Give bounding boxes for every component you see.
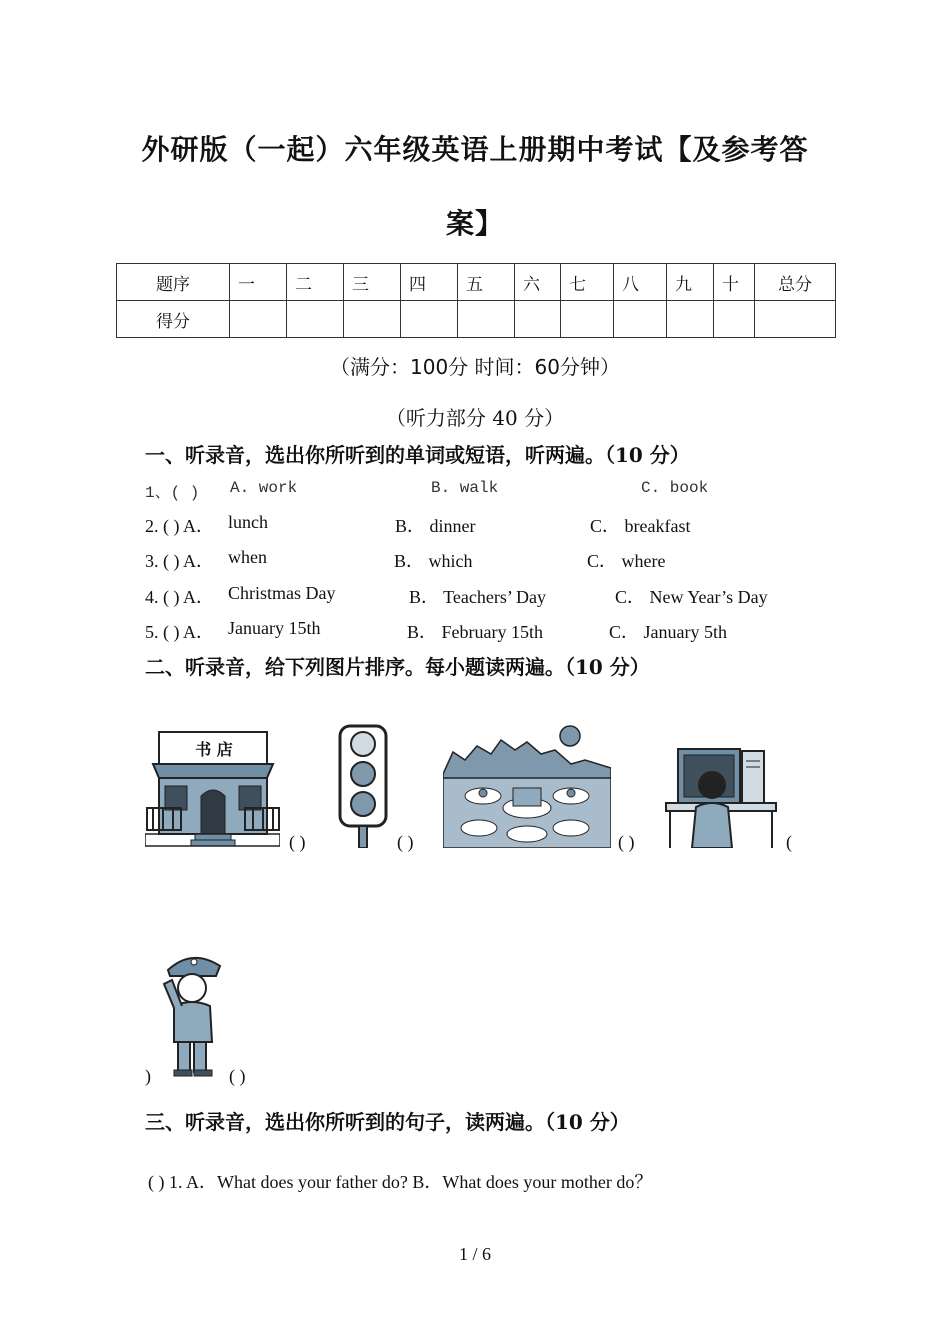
table-cell: 十 bbox=[714, 264, 755, 301]
page-title-line2: 案】 bbox=[445, 207, 504, 240]
section3-heading: 三、听录音，选出你所听到的句子，读两遍。（10 分） bbox=[145, 1110, 630, 1134]
q5-option-c: C． January 5th bbox=[609, 622, 727, 642]
festival-food-picture bbox=[443, 724, 611, 848]
table-cell: 题序 bbox=[117, 264, 230, 301]
table-cell: 八 bbox=[614, 264, 667, 301]
score-input-cell[interactable] bbox=[614, 301, 667, 338]
q5-option-a: January 15th bbox=[228, 618, 321, 638]
score-input-cell[interactable] bbox=[667, 301, 714, 338]
table-cell: 得分 bbox=[117, 301, 230, 338]
score-input-cell[interactable] bbox=[230, 301, 287, 338]
q4-option-c: C． New Year’s Day bbox=[615, 587, 768, 607]
picture-answer-4-open[interactable]: ( bbox=[786, 832, 792, 852]
picture-answer-3[interactable]: ( ) bbox=[618, 832, 635, 852]
picture-answer-1[interactable]: ( ) bbox=[289, 832, 306, 852]
score-input-cell[interactable] bbox=[561, 301, 614, 338]
table-cell: 一 bbox=[230, 264, 287, 301]
bookstore-sign: 书 店 bbox=[195, 740, 233, 759]
table-cell: 三 bbox=[344, 264, 401, 301]
score-table-header-row bbox=[117, 264, 836, 301]
q3-option-b: B． which bbox=[394, 551, 473, 571]
table-cell: 五 bbox=[458, 264, 515, 301]
q2-prefix: 2. ( ) A． bbox=[145, 516, 214, 536]
table-cell: 二 bbox=[287, 264, 344, 301]
picture-answer-2[interactable]: ( ) bbox=[397, 832, 414, 852]
q1-prefix: 1、( ) bbox=[145, 484, 200, 502]
score-input-cell[interactable] bbox=[287, 301, 344, 338]
section2-heading: 二、听录音，给下列图片排序。每小题读两遍。（10 分） bbox=[145, 655, 650, 679]
q5-prefix: 5. ( ) A． bbox=[145, 622, 214, 642]
page-title-line1: 外研版（一起）六年级英语上册期中考试【及参考答 bbox=[141, 133, 809, 166]
exam-info: （满分：100分 时间：60分钟） bbox=[330, 355, 620, 379]
score-table bbox=[116, 263, 836, 338]
score-input-cell[interactable] bbox=[515, 301, 561, 338]
score-input-cell[interactable] bbox=[458, 301, 515, 338]
table-cell: 七 bbox=[561, 264, 614, 301]
q1-option-b: B. walk bbox=[431, 479, 499, 497]
table-cell: 六 bbox=[515, 264, 561, 301]
traffic-light-picture bbox=[336, 724, 392, 848]
score-input-cell[interactable] bbox=[755, 301, 836, 338]
q4-prefix: 4. ( ) A． bbox=[145, 587, 214, 607]
q2-option-c: C． breakfast bbox=[590, 516, 691, 536]
q2-option-b: B． dinner bbox=[395, 516, 476, 536]
q4-option-b: B． Teachers’ Day bbox=[409, 587, 547, 607]
section1-heading: 一、听录音，选出你所听到的单词或短语，听两遍。（10 分） bbox=[145, 443, 690, 467]
q4-option-a: Christmas Day bbox=[228, 583, 336, 603]
table-cell: 九 bbox=[667, 264, 714, 301]
picture-answer-4-close: ) bbox=[145, 1066, 151, 1086]
computer-girl-picture bbox=[664, 745, 778, 848]
policeman-picture bbox=[160, 950, 224, 1078]
score-table-score-row bbox=[117, 301, 836, 338]
q2-option-a: lunch bbox=[228, 512, 268, 532]
table-cell: 总分 bbox=[755, 264, 836, 301]
score-input-cell[interactable] bbox=[714, 301, 755, 338]
q3-prefix: 3. ( ) A． bbox=[145, 551, 214, 571]
section3-q1: ( ) 1. A．What does your father do? B．What does your mother do？ bbox=[148, 1172, 653, 1192]
picture-answer-5[interactable]: ( ) bbox=[229, 1066, 246, 1086]
q1-option-a: A. work bbox=[230, 479, 298, 497]
q3-option-a: when bbox=[228, 547, 267, 567]
table-cell: 四 bbox=[401, 264, 458, 301]
q3-option-c: C． where bbox=[587, 551, 666, 571]
page-number: 1 / 6 bbox=[458, 1244, 491, 1264]
listening-header: （听力部分 40 分） bbox=[385, 406, 565, 430]
q1-option-c: C. book bbox=[641, 479, 709, 497]
score-input-cell[interactable] bbox=[344, 301, 401, 338]
q5-option-b: B． February 15th bbox=[407, 622, 543, 642]
score-input-cell[interactable] bbox=[401, 301, 458, 338]
